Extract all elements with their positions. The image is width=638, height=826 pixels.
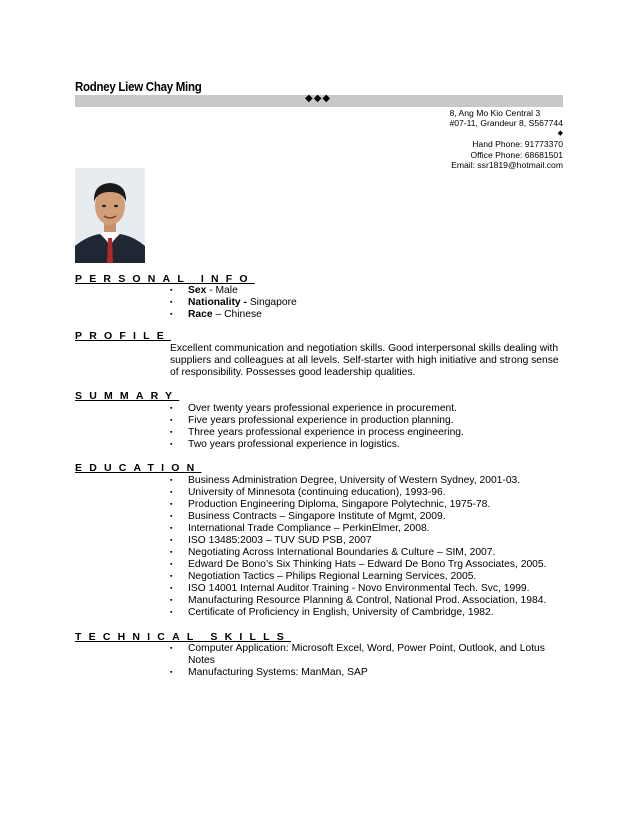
list-item: ▪ Three years professional experience in process engineering.	[170, 427, 464, 439]
list-item: ▪ International Trade Compliance – PerkinElmer, 2008.	[170, 523, 547, 535]
technical-skills-list	[170, 643, 565, 679]
list-item: ▪ Certificate of Proficiency in English, University of Cambridge, 1982.	[170, 607, 547, 619]
section-title-education: EDUCATION	[75, 462, 202, 474]
list-item: ▪ Race – Chinese	[170, 309, 297, 321]
contact-block	[449, 108, 563, 170]
personal-info-list	[170, 285, 297, 321]
list-item: ▪ Manufacturing Resource Planning & Control, National Prod. Association, 1984.	[170, 595, 547, 607]
list-item: ▪ Over twenty years professional experience in procurement.	[170, 403, 464, 415]
list-item: ▪ Edward De Bono’s Six Thinking Hats – Edward De Bono Trg Associates, 2005.	[170, 559, 547, 571]
list-item: ▪ University of Minnesota (continuing education), 1993-96.	[170, 487, 547, 499]
education-list	[170, 475, 547, 619]
resume-name: Rodney Liew Chay Ming	[75, 80, 202, 94]
list-item: ▪ Five years professional experience in production planning.	[170, 415, 464, 427]
section-title-personal-info: PERSONAL INFO	[75, 273, 255, 285]
section-title-summary: SUMMARY	[75, 390, 180, 402]
list-item: ▪ Production Engineering Diploma, Singapore Polytechnic, 1975-78.	[170, 499, 547, 511]
list-item: ▪ Negotiating Across International Boundaries & Culture – SIM, 2007.	[170, 547, 547, 559]
list-item: ▪ Manufacturing Systems: ManMan, SAP	[170, 667, 565, 679]
summary-list	[170, 403, 464, 451]
section-title-technical-skills: TECHNICAL SKILLS	[75, 631, 291, 643]
address-line-1: 8, Ang Mo Kio Central 3	[449, 108, 541, 118]
section-title-profile: PROFILE	[75, 330, 171, 342]
diamond-ornament: ◆◆◆	[305, 93, 332, 104]
profile-text: Excellent communication and negotiation skills. Good interpersonal skills dealing with suppliers and colleagues at all levels. Self-starter with high initiative and strong sense of responsibility. Possesses good leadership qualities.	[170, 343, 559, 379]
list-item: ▪ Sex - Male	[170, 285, 297, 297]
list-item: ▪ Business Administration Degree, University of Western Sydney, 2001-03.	[170, 475, 547, 487]
list-item: ▪ Nationality - Singapore	[170, 297, 297, 309]
list-item: ▪ ISO 14001 Internal Auditor Training - Novo Environmental Tech. Svc, 1999.	[170, 583, 547, 595]
office-phone: Office Phone: 68681501	[470, 149, 563, 160]
list-item: ▪ Business Contracts – Singapore Institute of Mgmt, 2009.	[170, 511, 547, 523]
diamond-ornament-small: ◆	[557, 129, 563, 137]
list-item: ▪ Two years professional experience in logistics.	[170, 439, 464, 451]
hand-phone: Hand Phone: 91773370	[472, 139, 563, 150]
list-item: ▪ Computer Application: Microsoft Excel, Word, Power Point, Outlook, and Lotus Notes	[170, 643, 565, 667]
list-item: ▪ ISO 13485:2003 – TUV SUD PSB, 2007	[170, 535, 547, 547]
email: Email: ssr1819@hotmail.com	[451, 160, 563, 171]
profile-photo	[75, 168, 145, 263]
header-bar	[75, 95, 563, 107]
address-line-2: #07-11, Grandeur 8, S567744	[449, 118, 563, 129]
list-item: ▪ Negotiation Tactics – Philips Regional Learning Services, 2005.	[170, 571, 547, 583]
